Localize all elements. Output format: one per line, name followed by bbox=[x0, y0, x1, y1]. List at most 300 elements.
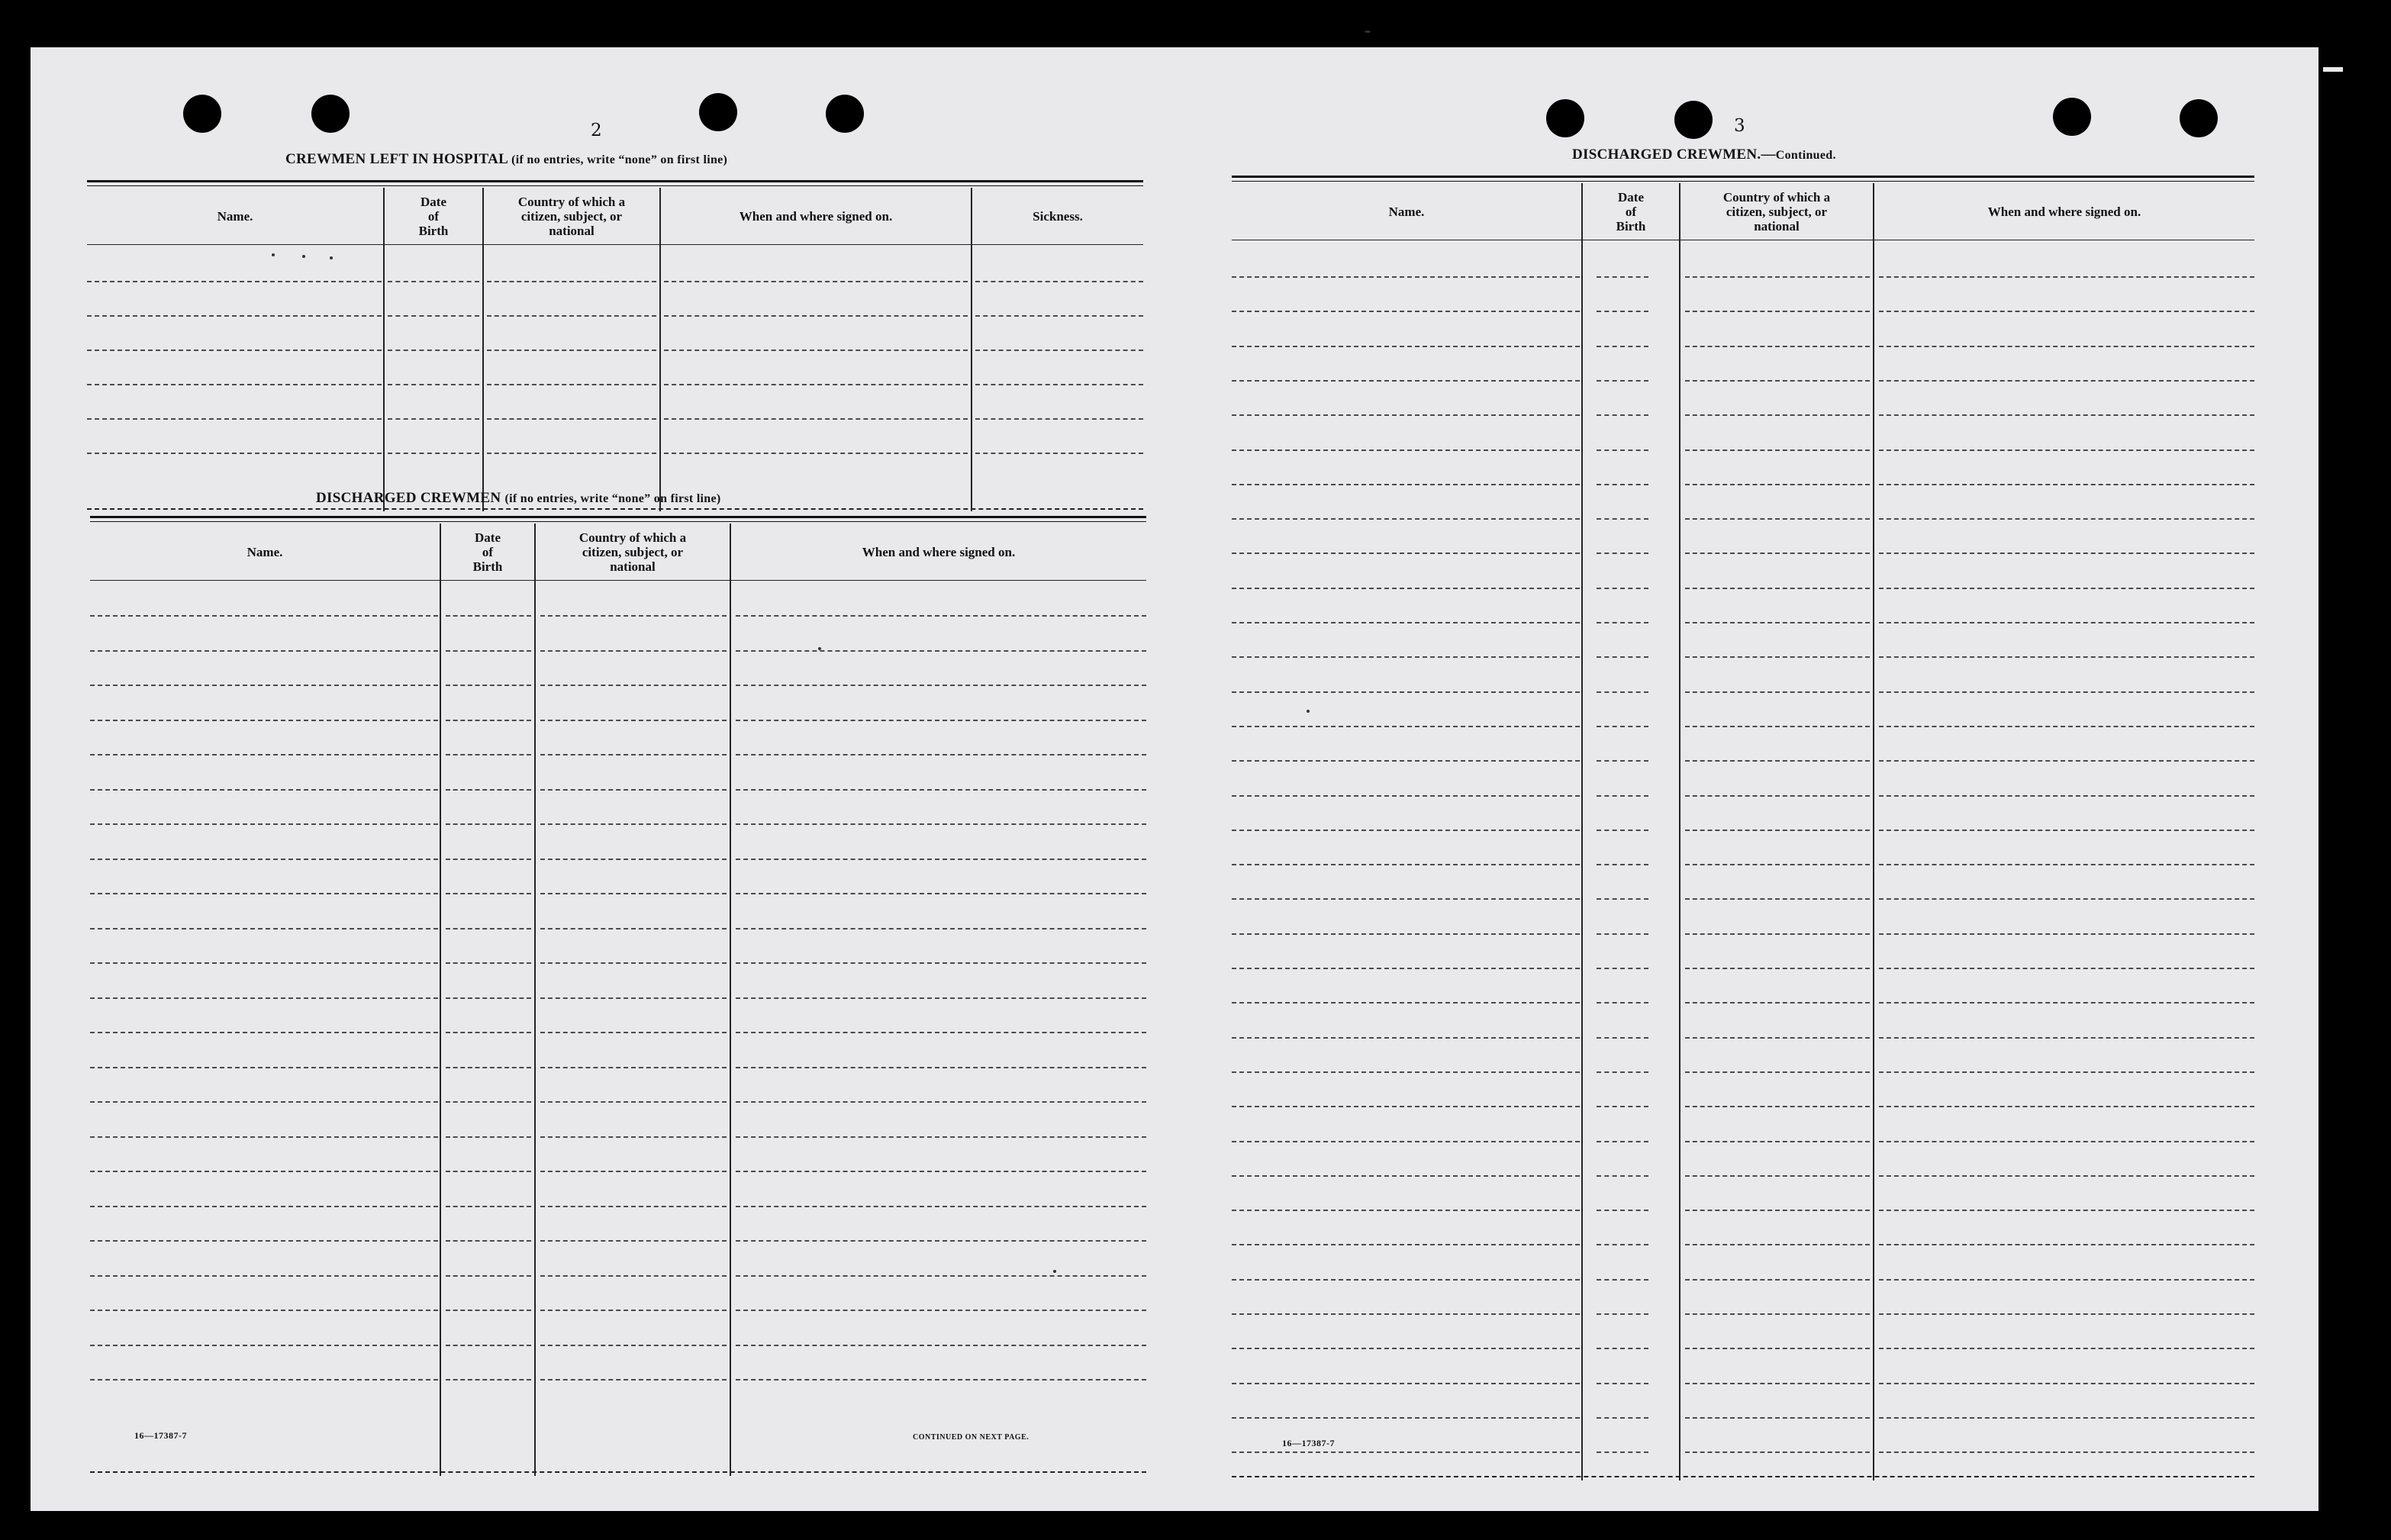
ruled-line bbox=[1879, 1279, 2254, 1281]
punch-hole bbox=[826, 95, 864, 133]
ruled-line bbox=[1685, 760, 1870, 762]
ruled-line bbox=[1879, 1210, 2254, 1211]
ruled-line bbox=[975, 453, 1143, 454]
ruled-line bbox=[1879, 1071, 2254, 1073]
ruled-line bbox=[736, 685, 1146, 686]
discharged-continued-title-text: DISCHARGED CREWMEN.— bbox=[1572, 147, 1776, 163]
ruled-line bbox=[1879, 346, 2254, 347]
ruled-line bbox=[1879, 1417, 2254, 1419]
ruled-line bbox=[90, 893, 438, 894]
ruled-line bbox=[1597, 1451, 1648, 1453]
ruled-line bbox=[1597, 726, 1648, 727]
scan-speck bbox=[1365, 31, 1371, 33]
column-header-signed-on: When and where signed on. bbox=[862, 544, 1016, 559]
ruled-line bbox=[540, 1032, 727, 1033]
ruled-line bbox=[540, 615, 727, 617]
ruled-line bbox=[446, 997, 531, 999]
ruled-line bbox=[1685, 898, 1870, 900]
ruled-line bbox=[90, 1345, 438, 1346]
column-header-name: Name. bbox=[1388, 204, 1425, 219]
ruled-line bbox=[1879, 449, 2254, 451]
ruled-line bbox=[1597, 898, 1648, 900]
ruled-line bbox=[90, 1067, 438, 1068]
ruled-line bbox=[1232, 1383, 1580, 1384]
ruled-line bbox=[1232, 449, 1580, 451]
ruled-line bbox=[1685, 311, 1870, 312]
paper-speck bbox=[272, 253, 275, 256]
ruled-line bbox=[90, 685, 438, 686]
ruled-line bbox=[87, 350, 382, 351]
ruled-line bbox=[540, 650, 727, 652]
ruled-line bbox=[664, 315, 968, 317]
ruled-line bbox=[1879, 380, 2254, 382]
discharged-title-instruction: (if no entries, write “none” on first line) bbox=[504, 492, 721, 505]
ruled-line bbox=[446, 720, 531, 721]
punch-hole bbox=[2180, 99, 2218, 137]
ruled-line bbox=[90, 928, 438, 929]
discharged-title-text: DISCHARGED CREWMEN bbox=[316, 490, 501, 506]
ruled-line bbox=[1597, 1210, 1648, 1211]
ruled-line bbox=[1685, 449, 1870, 451]
discharged-continued-title-suffix: Continued. bbox=[1775, 149, 1836, 162]
column-header-date-of-birth: Date of Birth bbox=[472, 530, 503, 574]
column-header-country: Country of which a citizen, subject, or national bbox=[1722, 189, 1831, 234]
ruled-line bbox=[446, 1379, 531, 1381]
ruled-line bbox=[1232, 1451, 1580, 1453]
ruled-line bbox=[487, 453, 656, 454]
hospital-table bbox=[87, 180, 1143, 513]
ruled-line bbox=[90, 1136, 438, 1138]
ruled-line bbox=[1685, 553, 1870, 554]
ruled-line bbox=[1597, 968, 1648, 969]
ruled-line bbox=[90, 1101, 438, 1103]
ruled-line bbox=[446, 1206, 531, 1207]
page-number: 2 bbox=[591, 121, 602, 140]
ruled-line bbox=[1685, 484, 1870, 485]
ruled-line bbox=[1232, 1313, 1580, 1315]
ruled-line bbox=[487, 418, 656, 420]
ruled-line bbox=[975, 418, 1143, 420]
punch-hole bbox=[699, 93, 737, 131]
ruled-line bbox=[1232, 553, 1580, 554]
ruled-line bbox=[664, 384, 968, 385]
ruled-line bbox=[1685, 1175, 1870, 1177]
ruled-line bbox=[736, 1275, 1146, 1277]
ruled-line bbox=[736, 1171, 1146, 1172]
ruled-line bbox=[1232, 414, 1580, 416]
ruled-line bbox=[1879, 1244, 2254, 1245]
ruled-line bbox=[736, 789, 1146, 791]
ruled-line bbox=[1879, 1175, 2254, 1177]
column-header-country: Country of which a citizen, subject, or national bbox=[578, 530, 687, 574]
ruled-line bbox=[1597, 1417, 1648, 1419]
ruled-line bbox=[736, 997, 1146, 999]
ruled-line bbox=[1232, 1106, 1580, 1107]
ruled-line bbox=[1685, 380, 1870, 382]
ruled-line bbox=[1879, 1383, 2254, 1384]
ruled-line bbox=[1232, 830, 1580, 831]
ruled-line bbox=[736, 720, 1146, 721]
ruled-line bbox=[388, 350, 479, 351]
ruled-line bbox=[1879, 656, 2254, 658]
ruled-line bbox=[1597, 864, 1648, 865]
ruled-line bbox=[540, 1240, 727, 1242]
punch-hole bbox=[311, 95, 350, 133]
ruled-line bbox=[1879, 276, 2254, 278]
ruled-line bbox=[540, 1136, 727, 1138]
ruled-line bbox=[1597, 1141, 1648, 1142]
ruled-line bbox=[446, 1136, 531, 1138]
hospital-section-title bbox=[285, 151, 727, 168]
ruled-line bbox=[1597, 622, 1648, 623]
ruled-line bbox=[1685, 864, 1870, 865]
ruled-line bbox=[1597, 691, 1648, 693]
ruled-line bbox=[1879, 588, 2254, 589]
ruled-line bbox=[1685, 691, 1870, 693]
ruled-line bbox=[736, 1345, 1146, 1346]
right-page bbox=[1191, 47, 2318, 1511]
ruled-line bbox=[446, 789, 531, 791]
column-header-date-of-birth: Date of Birth bbox=[1616, 189, 1646, 234]
ruled-line bbox=[388, 315, 479, 317]
ruled-line bbox=[446, 1032, 531, 1033]
ruled-line bbox=[1597, 1175, 1648, 1177]
ruled-line bbox=[1685, 622, 1870, 623]
ruled-line bbox=[1685, 830, 1870, 831]
ruled-line bbox=[540, 1171, 727, 1172]
ruled-line bbox=[388, 453, 479, 454]
ruled-line bbox=[90, 615, 438, 617]
ruled-line bbox=[1685, 1002, 1870, 1004]
ruled-line bbox=[90, 1206, 438, 1207]
ruled-line bbox=[736, 1067, 1146, 1068]
ruled-line bbox=[540, 823, 727, 825]
ruled-line bbox=[1597, 1348, 1648, 1349]
paper-speck bbox=[1307, 710, 1310, 713]
column-header-sickness: Sickness. bbox=[1033, 208, 1083, 224]
ruled-line bbox=[487, 350, 656, 351]
ruled-line bbox=[1685, 1071, 1870, 1073]
ruled-line bbox=[90, 823, 438, 825]
ruled-line bbox=[1232, 1417, 1580, 1419]
ruled-line bbox=[1879, 933, 2254, 935]
column-header-name: Name. bbox=[247, 544, 283, 559]
ruled-line bbox=[90, 962, 438, 964]
ruled-line bbox=[446, 650, 531, 652]
ruled-line bbox=[90, 1310, 438, 1311]
ruled-line bbox=[1879, 726, 2254, 727]
ruled-line bbox=[540, 1275, 727, 1277]
ruled-line bbox=[1879, 553, 2254, 554]
ruled-line bbox=[736, 893, 1146, 894]
ruled-line bbox=[1232, 656, 1580, 658]
ruled-line bbox=[1597, 933, 1648, 935]
ruled-line bbox=[87, 418, 382, 420]
page-edge-tab bbox=[2323, 67, 2343, 72]
ruled-line bbox=[388, 384, 479, 385]
ruled-line bbox=[487, 315, 656, 317]
paper-speck bbox=[302, 255, 305, 258]
ruled-line bbox=[1685, 795, 1870, 797]
ruled-line bbox=[540, 893, 727, 894]
ruled-line bbox=[1685, 656, 1870, 658]
ruled-line bbox=[1232, 380, 1580, 382]
ruled-line bbox=[1597, 588, 1648, 589]
ruled-line bbox=[1879, 968, 2254, 969]
ruled-line bbox=[1879, 1037, 2254, 1039]
ruled-line bbox=[446, 754, 531, 756]
ruled-line bbox=[540, 997, 727, 999]
ruled-line bbox=[446, 615, 531, 617]
discharged-section-title bbox=[316, 490, 721, 507]
ruled-line bbox=[1597, 656, 1648, 658]
ruled-line bbox=[1879, 414, 2254, 416]
ruled-line bbox=[975, 281, 1143, 282]
paper-speck bbox=[330, 256, 333, 259]
ruled-line bbox=[446, 1310, 531, 1311]
ruled-line bbox=[1232, 1175, 1580, 1177]
paper-speck bbox=[818, 647, 821, 650]
ruled-line bbox=[1597, 1383, 1648, 1384]
ruled-line bbox=[90, 789, 438, 791]
ruled-line bbox=[1685, 726, 1870, 727]
ruled-line bbox=[1597, 449, 1648, 451]
ruled-line bbox=[1232, 1210, 1580, 1211]
ruled-line bbox=[540, 1379, 727, 1381]
ruled-line bbox=[1597, 1037, 1648, 1039]
ruled-line bbox=[1232, 1279, 1580, 1281]
ruled-line bbox=[446, 1345, 531, 1346]
ruled-line bbox=[1597, 830, 1648, 831]
ruled-line bbox=[487, 281, 656, 282]
ruled-line bbox=[1879, 760, 2254, 762]
punch-hole bbox=[1674, 101, 1713, 139]
ruled-line bbox=[1232, 898, 1580, 900]
ruled-line bbox=[1685, 1279, 1870, 1281]
ruled-line bbox=[1879, 1106, 2254, 1107]
ruled-line bbox=[1232, 1037, 1580, 1039]
ruled-line bbox=[1597, 346, 1648, 347]
ruled-line bbox=[736, 1379, 1146, 1381]
ruled-line bbox=[1232, 691, 1580, 693]
ruled-line bbox=[1597, 1071, 1648, 1073]
column-header-signed-on: When and where signed on. bbox=[1987, 204, 2141, 219]
ruled-line bbox=[446, 1067, 531, 1068]
ruled-line bbox=[446, 928, 531, 929]
column-header-signed-on: When and where signed on. bbox=[739, 208, 893, 224]
ruled-line bbox=[540, 720, 727, 721]
ruled-line bbox=[1232, 864, 1580, 865]
ruled-line bbox=[736, 823, 1146, 825]
ruled-line bbox=[90, 1171, 438, 1172]
ruled-line bbox=[975, 315, 1143, 317]
ruled-line bbox=[540, 1345, 727, 1346]
ruled-line bbox=[446, 893, 531, 894]
ruled-line bbox=[1597, 553, 1648, 554]
ruled-line bbox=[1597, 276, 1648, 278]
ruled-line bbox=[736, 1310, 1146, 1311]
ruled-line bbox=[1879, 691, 2254, 693]
ruled-line bbox=[1232, 1141, 1580, 1142]
ruled-line bbox=[1597, 484, 1648, 485]
ruled-line bbox=[90, 1032, 438, 1033]
ruled-line bbox=[540, 1310, 727, 1311]
ruled-line bbox=[1879, 1348, 2254, 1349]
ruled-line bbox=[1685, 1244, 1870, 1245]
ruled-line bbox=[1685, 1313, 1870, 1315]
ruled-line bbox=[1232, 1002, 1580, 1004]
ruled-line bbox=[664, 453, 968, 454]
ruled-line bbox=[1685, 1210, 1870, 1211]
ruled-line bbox=[1879, 1451, 2254, 1453]
ruled-line bbox=[540, 754, 727, 756]
ruled-line bbox=[736, 962, 1146, 964]
ruled-line bbox=[540, 1101, 727, 1103]
form-number: 16—17387-7 bbox=[134, 1430, 187, 1441]
ruled-line bbox=[446, 685, 531, 686]
ruled-line bbox=[90, 859, 438, 860]
discharged-continued-table bbox=[1232, 176, 2254, 1482]
ruled-line bbox=[540, 928, 727, 929]
ruled-line bbox=[540, 859, 727, 860]
ruled-line bbox=[1685, 346, 1870, 347]
ruled-line bbox=[446, 1240, 531, 1242]
ruled-line bbox=[1685, 1037, 1870, 1039]
column-header-date-of-birth: Date of Birth bbox=[418, 194, 449, 238]
ruled-line bbox=[736, 859, 1146, 860]
ruled-line bbox=[1597, 414, 1648, 416]
ruled-line bbox=[87, 281, 382, 282]
ruled-line bbox=[388, 418, 479, 420]
ruled-line bbox=[1232, 726, 1580, 727]
ruled-line bbox=[90, 1379, 438, 1381]
form-number: 16—17387-7 bbox=[1282, 1438, 1335, 1448]
ruled-line bbox=[1232, 795, 1580, 797]
left-page bbox=[31, 47, 1191, 1511]
ruled-line bbox=[1232, 1071, 1580, 1073]
page-number: 3 bbox=[1734, 116, 1745, 136]
ruled-line bbox=[1232, 1348, 1580, 1349]
ruled-line bbox=[1685, 414, 1870, 416]
ruled-line bbox=[1232, 518, 1580, 520]
ruled-line bbox=[736, 650, 1146, 652]
ruled-line bbox=[87, 453, 382, 454]
ruled-line bbox=[446, 962, 531, 964]
ruled-line bbox=[736, 1032, 1146, 1033]
ruled-line bbox=[1685, 1106, 1870, 1107]
column-header-country: Country of which a citizen, subject, or national bbox=[517, 194, 626, 238]
ruled-line bbox=[487, 384, 656, 385]
ruled-line bbox=[1232, 346, 1580, 347]
ruled-line bbox=[664, 418, 968, 420]
ruled-line bbox=[1232, 311, 1580, 312]
ruled-line bbox=[1597, 1244, 1648, 1245]
ruled-line bbox=[540, 962, 727, 964]
ruled-line bbox=[540, 1067, 727, 1068]
ruled-line bbox=[90, 997, 438, 999]
ruled-line bbox=[1597, 311, 1648, 312]
ruled-line bbox=[540, 1206, 727, 1207]
ruled-line bbox=[1685, 1417, 1870, 1419]
ruled-line bbox=[736, 1101, 1146, 1103]
hospital-title-instruction: (if no entries, write “none” on first line) bbox=[511, 153, 728, 166]
ruled-line bbox=[1879, 1141, 2254, 1142]
punch-hole bbox=[1546, 99, 1584, 137]
ruled-line bbox=[1597, 1106, 1648, 1107]
ruled-line bbox=[1685, 1348, 1870, 1349]
ruled-line bbox=[446, 1101, 531, 1103]
ruled-line bbox=[1879, 1002, 2254, 1004]
continued-note: CONTINUED ON NEXT PAGE. bbox=[913, 1433, 1030, 1442]
ruled-line bbox=[1879, 898, 2254, 900]
ruled-line bbox=[1232, 1244, 1580, 1245]
ruled-line bbox=[540, 789, 727, 791]
ruled-line bbox=[90, 650, 438, 652]
ruled-line bbox=[540, 685, 727, 686]
ruled-line bbox=[1597, 518, 1648, 520]
paper-speck bbox=[1053, 1270, 1056, 1273]
hospital-title-text: CREWMEN LEFT IN HOSPITAL bbox=[285, 151, 508, 167]
ruled-line bbox=[87, 315, 382, 317]
ruled-line bbox=[1685, 276, 1870, 278]
ruled-line bbox=[1597, 1279, 1648, 1281]
punch-hole bbox=[2053, 98, 2091, 136]
ruled-line bbox=[1879, 864, 2254, 865]
ruled-line bbox=[446, 1275, 531, 1277]
ruled-line bbox=[1232, 760, 1580, 762]
ruled-line bbox=[1685, 933, 1870, 935]
ruled-line bbox=[736, 1240, 1146, 1242]
ruled-line bbox=[1879, 484, 2254, 485]
ruled-line bbox=[1597, 795, 1648, 797]
ruled-line bbox=[736, 1136, 1146, 1138]
ruled-line bbox=[1232, 622, 1580, 623]
discharged-table bbox=[90, 516, 1146, 1477]
ruled-line bbox=[446, 859, 531, 860]
ruled-line bbox=[975, 384, 1143, 385]
ruled-line bbox=[90, 754, 438, 756]
punch-hole bbox=[183, 95, 221, 133]
ruled-line bbox=[1685, 518, 1870, 520]
ruled-line bbox=[1879, 518, 2254, 520]
ruled-line bbox=[90, 1240, 438, 1242]
discharged-continued-title bbox=[1572, 147, 1836, 163]
ruled-line bbox=[90, 1275, 438, 1277]
ruled-line bbox=[1232, 484, 1580, 485]
ruled-line bbox=[736, 754, 1146, 756]
ruled-line bbox=[736, 615, 1146, 617]
ruled-line bbox=[1597, 1313, 1648, 1315]
ruled-line bbox=[1232, 276, 1580, 278]
ruled-line bbox=[388, 281, 479, 282]
ruled-line bbox=[1597, 760, 1648, 762]
ruled-line bbox=[975, 350, 1143, 351]
ruled-line bbox=[664, 350, 968, 351]
ruled-line bbox=[1685, 1451, 1870, 1453]
ruled-line bbox=[1232, 968, 1580, 969]
ruled-line bbox=[446, 823, 531, 825]
ruled-line bbox=[1685, 1383, 1870, 1384]
ruled-line bbox=[1879, 795, 2254, 797]
ruled-line bbox=[1597, 380, 1648, 382]
ruled-line bbox=[664, 281, 968, 282]
ruled-line bbox=[87, 384, 382, 385]
ruled-line bbox=[736, 928, 1146, 929]
ruled-line bbox=[1879, 830, 2254, 831]
ruled-line bbox=[736, 1206, 1146, 1207]
ruled-line bbox=[90, 720, 438, 721]
ruled-line bbox=[1685, 968, 1870, 969]
